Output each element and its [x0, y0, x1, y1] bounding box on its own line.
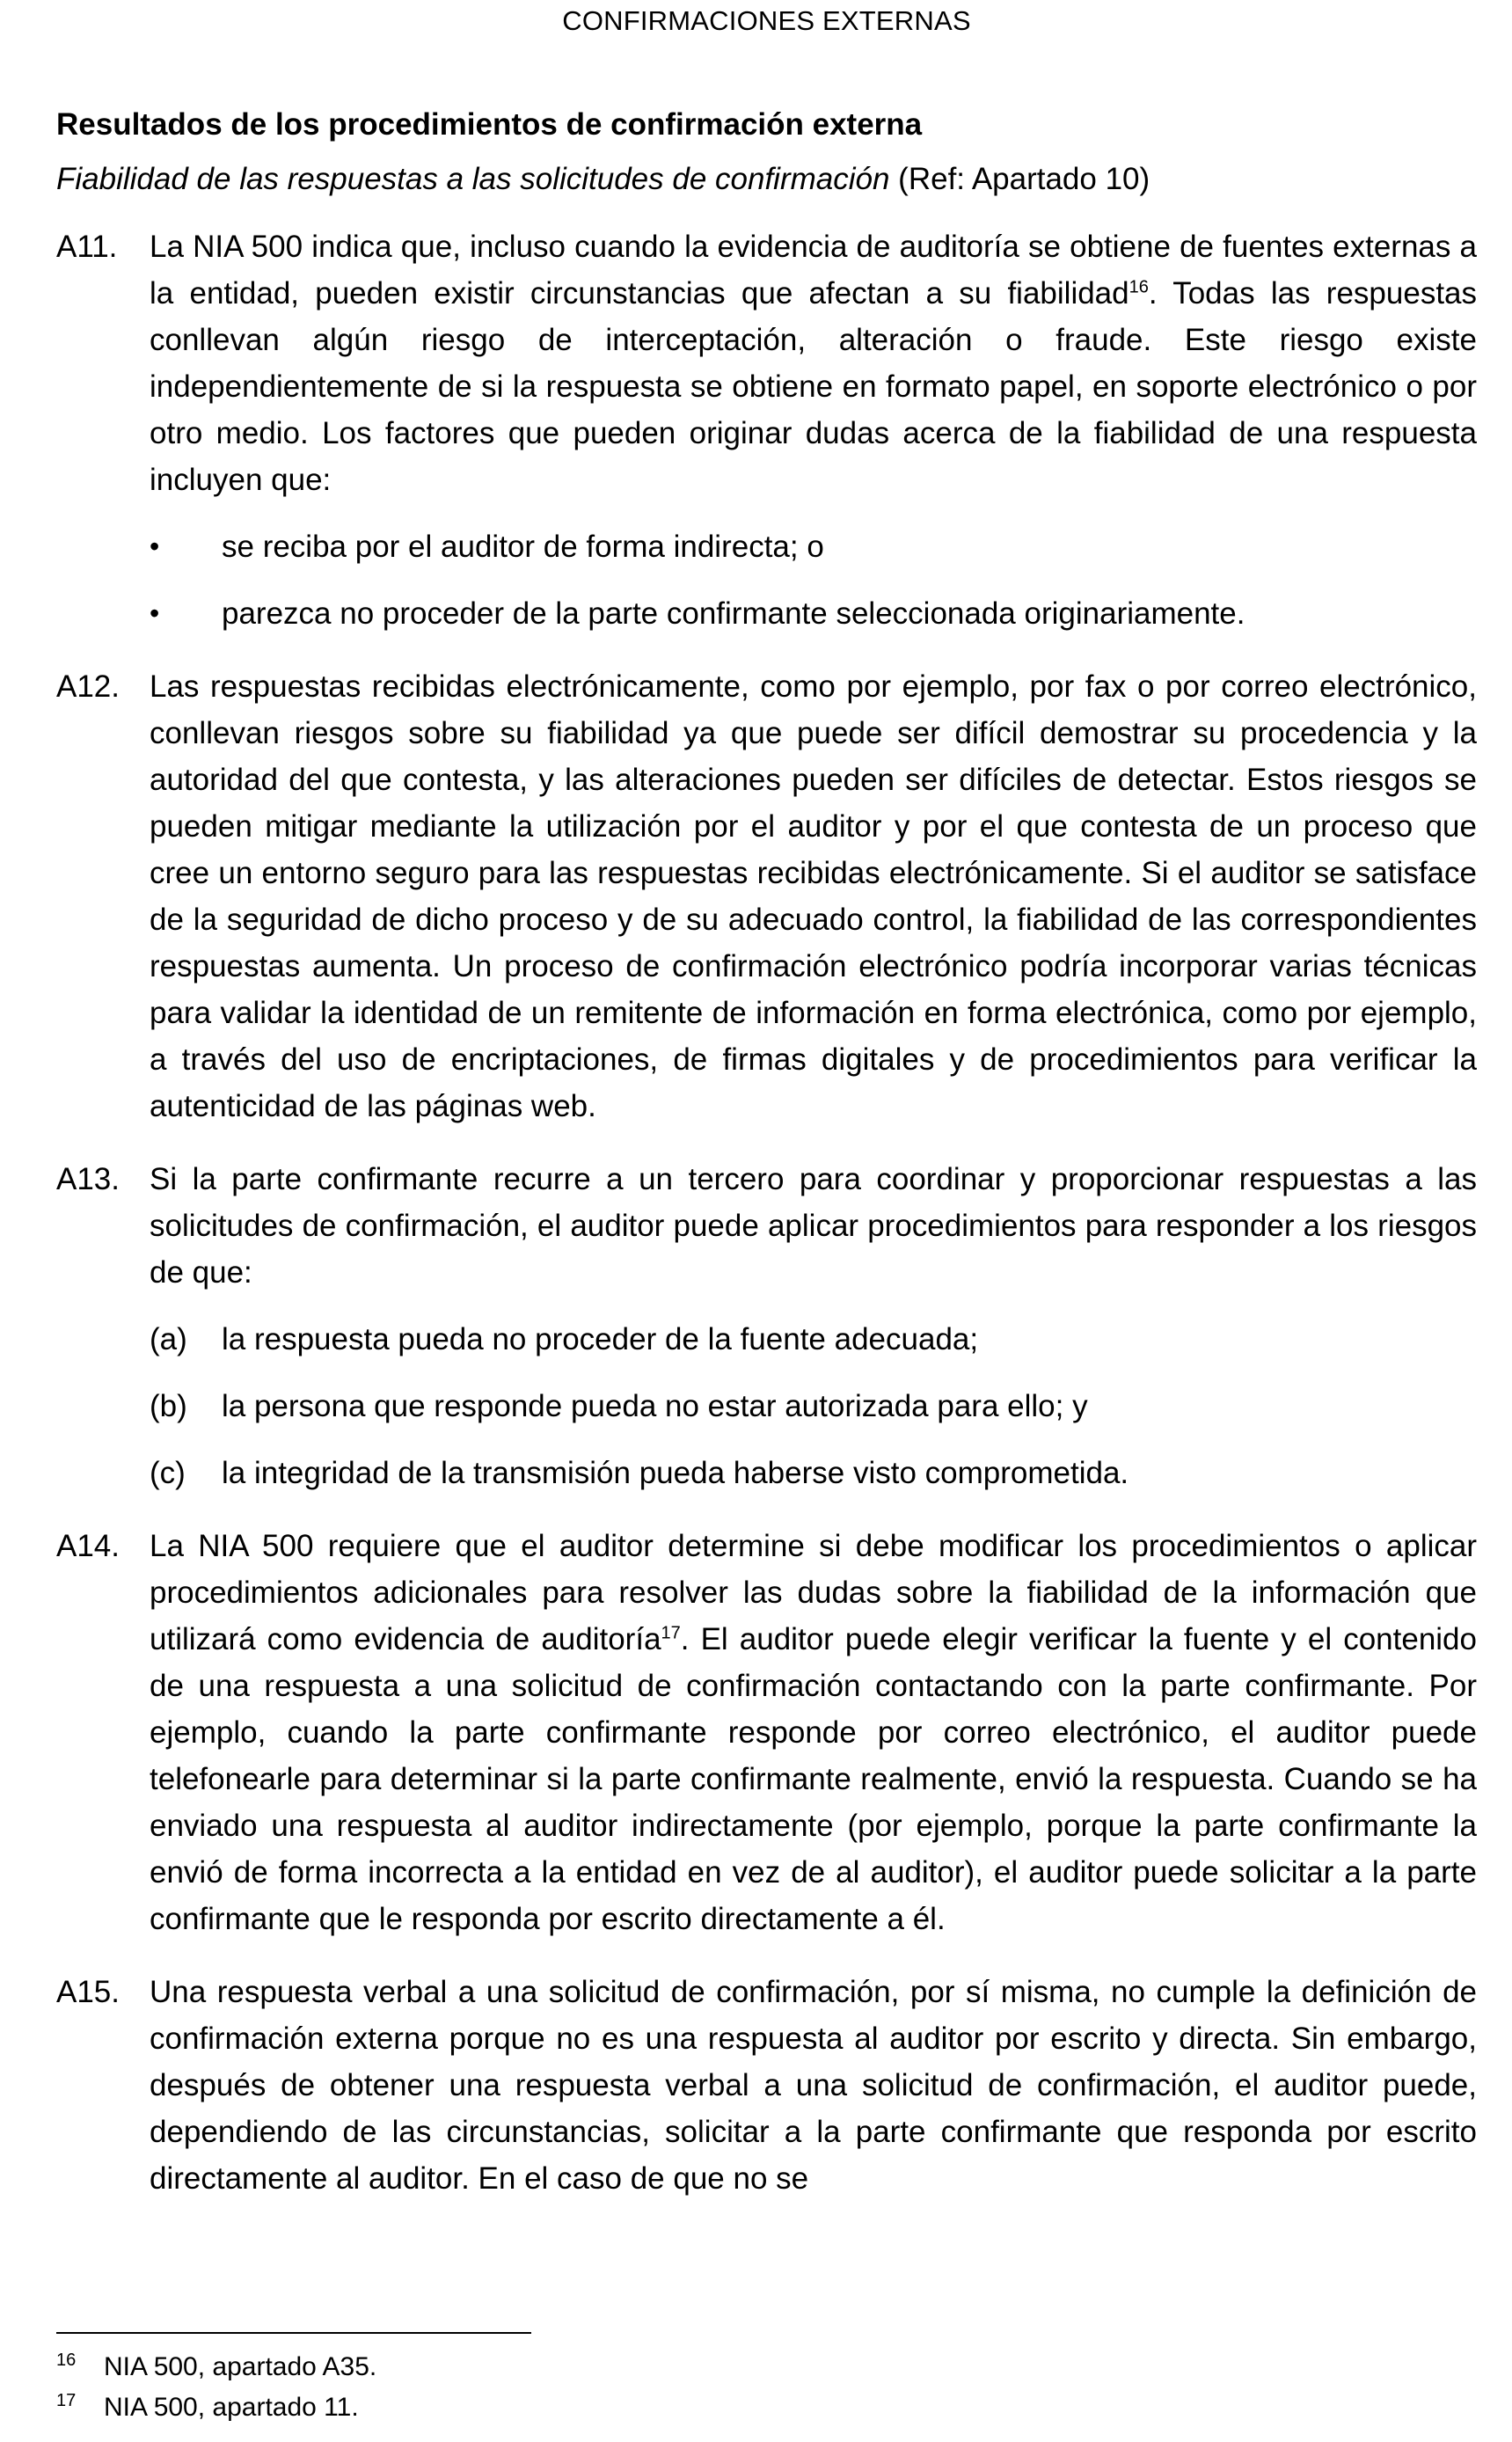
bullet-list — [150, 523, 1477, 637]
subtitle-italic: Fiabilidad de las respuestas a las solicitudes de confirmación — [56, 162, 890, 196]
list-item-text: la persona que responde pueda no estar autorizada para ello; y — [222, 1389, 1088, 1423]
list-marker: (a) — [150, 1322, 187, 1356]
paragraph-a13 — [56, 1156, 1477, 1496]
list-item-text: parezca no proceder de la parte confirmante seleccionada originariamente. — [222, 596, 1245, 631]
footnote — [56, 2387, 376, 2428]
bullet-marker: • — [150, 597, 160, 629]
footnote-reference: 17 — [661, 1623, 681, 1643]
section-subtitle — [56, 162, 1477, 197]
paragraph-number: A11. — [56, 230, 118, 264]
paragraph-text: La NIA 500 requiere que el auditor determine si debe modificar los procedimientos o aplicar procedimientos adicionales para resolver las dudas sobre la fiabilidad de la información que utilizará como evidencia de auditoría — [150, 1529, 1477, 1656]
paragraph-a14 — [56, 1523, 1477, 1942]
section-title: Resultados de los procedimientos de confirmación externa — [56, 107, 923, 142]
paragraph-text: . El auditor puede elegir verificar la fuente y el contenido de una respuesta a una solicitud de confirmación contactando con la parte confirmante. Por ejemplo, cuando la parte confirmante responde por correo electrónico, el auditor puede telefonearle para determinar si la parte confirmante realmente, envió la respuesta. Cuando se ha enviado una respuesta al auditor indirectamente (por ejemplo, porque la parte confirmante la envió de forma incorrecta a la entidad en vez de al auditor), el auditor puede solicitar a la parte confirmante que le responda por escrito directamente a él. — [150, 1622, 1477, 1936]
paragraph-body — [150, 1523, 1477, 1942]
footnote-number: 16 — [56, 2351, 77, 2370]
list-marker: (c) — [150, 1456, 186, 1490]
paragraph-body: Las respuestas recibidas electrónicamente, como por ejemplo, por fax o por correo electrónico, conllevan riesgos sobre su fiabilidad ya que puede ser difícil demostrar su procedencia y la autoridad del que contesta, y las alteraciones pueden ser difíciles de detectar. Estos riesgos se pueden mitigar mediante la utilización por el auditor y por el que contesta de un proceso que cree un entorno seguro para las respuestas recibidas electrónicamente. Si el auditor se satisface de la seguridad de dicho proceso y de su adecuado control, la fiabilidad de las correspondientes respuestas aumenta. Un proceso de confirmación electrónico podría incorporar varias técnicas para validar la identidad de un remitente de información en forma electrónica, como por ejemplo, a través del uso de encriptaciones, de firmas digitales y de procedimientos para verificar la autenticidad de las páginas web. — [150, 669, 1477, 1123]
paragraph-text: . Todas las respuestas conllevan algún riesgo de interceptación, alteración o fraude. Este riesgo existe independientemente de si la respuesta se obtiene en formato papel, en soporte electrónico o por otro medio. Los factores que pueden originar dudas acerca de la fiabilidad de una respuesta incluyen que: — [150, 276, 1478, 497]
footnote-number: 17 — [56, 2391, 77, 2410]
running-header: CONFIRMACIONES EXTERNAS — [562, 5, 971, 36]
footnote-text: NIA 500, apartado A35. — [104, 2352, 377, 2381]
paragraph-body — [150, 1156, 1477, 1496]
list-marker: (b) — [150, 1389, 187, 1423]
list-item-text: la respuesta pueda no proceder de la fuente adecuada; — [222, 1322, 979, 1356]
list-item-text: la integridad de la transmisión pueda haberse visto comprometida. — [222, 1456, 1129, 1490]
paragraph-a12 — [56, 663, 1477, 1130]
paragraph-body: Una respuesta verbal a una solicitud de confirmación, por sí misma, no cumple la definición de confirmación externa porque no es una respuesta al auditor por escrito y directa. Sin embargo, después de obtener una respuesta verbal a una solicitud de confirmación, el auditor puede, dependiendo de las circunstancias, solicitar a la parte confirmante que responda por escrito directamente al auditor. En el caso de que no se — [150, 1975, 1477, 2196]
paragraph-number: A13. — [56, 1162, 120, 1196]
footnote-divider — [56, 2332, 531, 2334]
paragraph-number: A14. — [56, 1529, 120, 1563]
footnote — [56, 2347, 376, 2387]
paragraph-text: La NIA 500 indica que, incluso cuando la evidencia de auditoría se obtiene de fuentes externas a la entidad, pueden existir circunstancias que afectan a su fiabilidad — [150, 230, 1477, 311]
paragraph-number: A15. — [56, 1975, 120, 2009]
paragraph-a15 — [56, 1969, 1477, 2202]
bullet-marker: • — [150, 530, 160, 562]
paragraph-body — [150, 223, 1477, 637]
footnote-text: NIA 500, apartado 11. — [104, 2393, 359, 2422]
list-item — [150, 1450, 1477, 1496]
paragraph-number: A12. — [56, 669, 120, 704]
list-item — [150, 523, 1477, 570]
footnote-reference: 16 — [1129, 277, 1149, 297]
list-item-text: se reciba por el auditor de forma indirecta; o — [222, 530, 824, 564]
list-item — [150, 1316, 1477, 1363]
subtitle-reference: (Ref: Apartado 10) — [889, 162, 1150, 196]
list-item — [150, 590, 1477, 637]
paragraph-a11 — [56, 223, 1477, 637]
lettered-list — [150, 1316, 1477, 1496]
list-item — [150, 1383, 1477, 1429]
paragraph-text: Si la parte confirmante recurre a un tercero para coordinar y proporcionar respuestas a las solicitudes de confirmación, el auditor puede aplicar procedimientos para responder a los riesgos de que: — [150, 1162, 1477, 1290]
footnotes — [56, 2347, 376, 2428]
